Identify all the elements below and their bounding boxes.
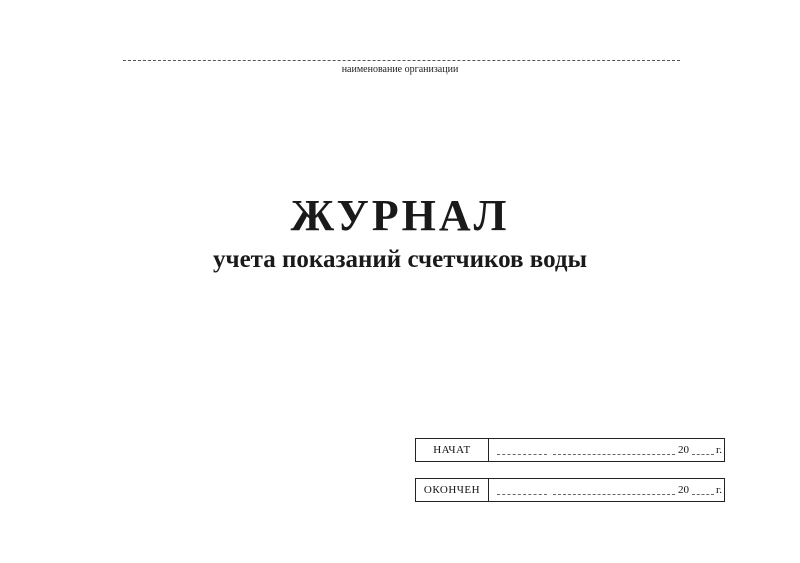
end-year-prefix: 20 (678, 484, 689, 496)
organization-caption: наименование организации (341, 64, 459, 75)
organization-name-line (123, 60, 680, 61)
start-year-suffix: г. (716, 444, 723, 456)
start-month-blank (553, 454, 675, 455)
end-month-blank (553, 494, 675, 495)
end-date-label: ОКОНЧЕН (416, 479, 489, 501)
page-subtitle: учета показаний счетчиков воды (212, 246, 588, 273)
start-year-blank (692, 454, 714, 455)
end-day-blank (497, 494, 547, 495)
start-year-prefix: 20 (678, 444, 689, 456)
page-title: ЖУРНАЛ (290, 191, 510, 240)
end-date-fields (489, 479, 724, 501)
end-year-suffix: г. (716, 484, 723, 496)
start-date-label: НАЧАТ (416, 439, 489, 461)
end-year-blank (692, 494, 714, 495)
start-date-box (415, 438, 725, 462)
start-day-blank (497, 454, 547, 455)
end-date-box (415, 478, 725, 502)
start-date-fields (489, 439, 724, 461)
